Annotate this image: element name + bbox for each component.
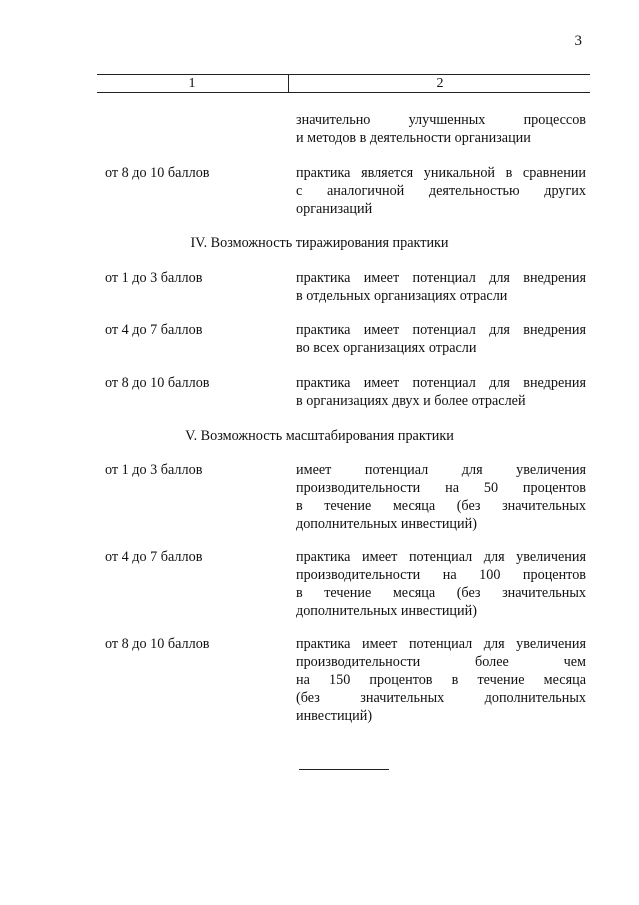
description-line: на 150 процентов в течение месяца xyxy=(296,672,586,688)
description-line: практика имеет потенциал для внедрения xyxy=(296,322,586,338)
description-line: имеет потенциал для увеличения xyxy=(296,462,586,478)
criterion-description xyxy=(296,269,586,305)
score-range: от 8 до 10 баллов xyxy=(105,636,210,652)
score-range: от 8 до 10 баллов xyxy=(105,165,210,181)
description-line: в организациях двух и более отраслей xyxy=(296,393,526,409)
description-line: (без значительных дополнительных xyxy=(296,690,586,706)
criterion-description xyxy=(296,164,586,218)
description-line: производительности более чем xyxy=(296,654,586,670)
description-line: значительно улучшенных процессов xyxy=(296,112,586,128)
header-column-1: 1 xyxy=(188,76,196,91)
description-line: производительности на 100 процентов xyxy=(296,567,586,583)
description-line: организаций xyxy=(296,201,373,217)
section-title: V. Возможность масштабирования практики xyxy=(185,428,454,444)
description-line: практика имеет потенциал для внедрения xyxy=(296,375,586,391)
score-range: от 4 до 7 баллов xyxy=(105,549,203,565)
description-line: практика имеет потенциал для увеличения xyxy=(296,549,586,565)
score-range: от 1 до 3 баллов xyxy=(105,270,203,286)
criterion-description xyxy=(296,635,586,725)
description-line: и методов в деятельности организации xyxy=(296,130,531,146)
description-line: практика имеет потенциал для увеличения xyxy=(296,636,586,652)
description-line: дополнительных инвестиций) xyxy=(296,516,477,532)
criterion-description xyxy=(296,321,586,357)
description-line: в течение месяца (без значительных xyxy=(296,585,586,601)
score-range: от 4 до 7 баллов xyxy=(105,322,203,338)
criterion-description xyxy=(296,374,586,410)
description-line: дополнительных инвестиций) xyxy=(296,603,477,619)
description-line: практика является уникальной в сравнении xyxy=(296,165,586,181)
description-line: во всех организациях отрасли xyxy=(296,340,477,356)
score-range: от 1 до 3 баллов xyxy=(105,462,203,478)
score-range: от 8 до 10 баллов xyxy=(105,375,210,391)
criterion-description xyxy=(296,548,586,620)
end-of-document-rule xyxy=(299,769,389,770)
page-number: 3 xyxy=(574,33,582,49)
description-line: производительности на 50 процентов xyxy=(296,480,586,496)
description-line: в течение месяца (без значительных xyxy=(296,498,586,514)
table-header xyxy=(97,74,590,93)
section-title: IV. Возможность тиражирования практики xyxy=(190,235,449,251)
description-line: с аналогичной деятельностью других xyxy=(296,183,586,199)
header-column-2: 2 xyxy=(288,75,591,92)
description-line: практика имеет потенциал для внедрения xyxy=(296,270,586,286)
criterion-description xyxy=(296,461,586,533)
criterion-description xyxy=(296,111,586,147)
description-line: в отдельных организациях отрасли xyxy=(296,288,508,304)
description-line: инвестиций) xyxy=(296,708,373,724)
